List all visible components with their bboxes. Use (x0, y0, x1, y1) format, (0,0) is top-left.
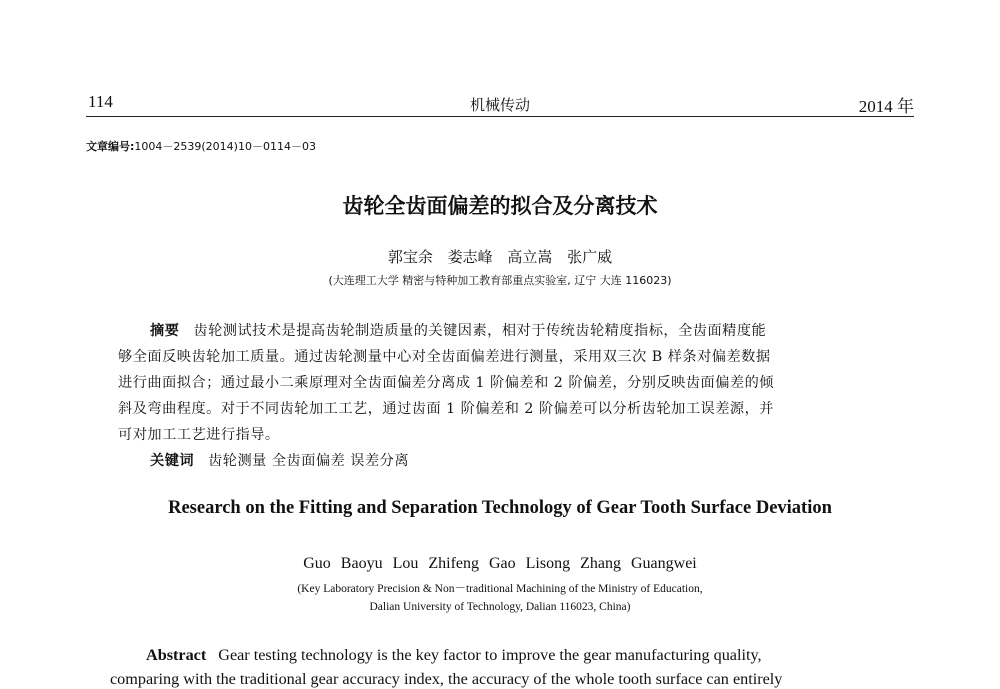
cn-abstract-line-4: 斜及弯曲程度。对于不同齿轮加工工艺，通过齿面 1 阶偏差和 2 阶偏差可以分析齿轮加工误差源，并 (118, 401, 774, 417)
en-abstract-label: Abstract (146, 646, 207, 664)
cn-abstract-line-5: 可对加工工艺进行指导。 (118, 427, 280, 443)
cn-keywords: 关键词 齿轮测量 全齿面偏差 误差分离 (150, 453, 410, 469)
en-title: Research on the Fitting and Separation Technology of Gear Tooth Surface Deviation (168, 498, 832, 518)
cn-keywords-label: 关键词 (150, 453, 195, 469)
journal-year: 2014 年 (858, 97, 914, 116)
article-number-value: 1004－2539(2014)10－0114－03 (134, 140, 316, 153)
cn-abstract-line-2: 够全面反映齿轮加工质量。通过齿轮测量中心对全齿面偏差进行测量，采用双三次 B 样条对偏差数据 (118, 349, 771, 365)
cn-abstract-line-1: 摘要 齿轮测试技术是提高齿轮制造质量的关键因素，相对于传统齿轮精度指标，全齿面精度能 (150, 323, 767, 339)
en-affiliation-line-2: Dalian University of Technology, Dalian 116023, China) (369, 601, 631, 613)
header-rule (86, 116, 914, 117)
cn-authors: 郭宝余 娄志峰 高立嵩 张广威 (387, 248, 613, 266)
cn-abstract-label: 摘要 (150, 323, 180, 339)
article-number (86, 138, 316, 154)
journal-name: 机械传动 (469, 96, 530, 114)
en-affiliation-line-1: (Key Laboratory Precision & Non－traditional Machining of the Ministry of Education, (297, 583, 703, 595)
en-authors: Guo Baoyu Lou Zhifeng Gao Lisong Zhang Guangwei (303, 555, 697, 572)
page-number: 114 (88, 92, 113, 111)
article-number-label: 文章编号: (86, 140, 135, 153)
en-abstract-line-1: Abstract Gear testing technology is the key factor to improve the gear manufacturing quality, (146, 646, 762, 664)
cn-abstract-line-3: 进行曲面拟合；通过最小二乘原理对全齿面偏差分离成 1 阶偏差和 2 阶偏差，分别反映齿面偏差的倾 (118, 375, 774, 391)
en-abstract-line-2: comparing with the traditional gear accuracy index, the accuracy of the whole tooth surface can entirely (110, 670, 783, 688)
cn-affiliation: (大连理工大学 精密与特种加工教育部重点实验室, 辽宁 大连 116023) (328, 274, 672, 287)
cn-title: 齿轮全齿面偏差的拟合及分离技术 (342, 194, 658, 218)
